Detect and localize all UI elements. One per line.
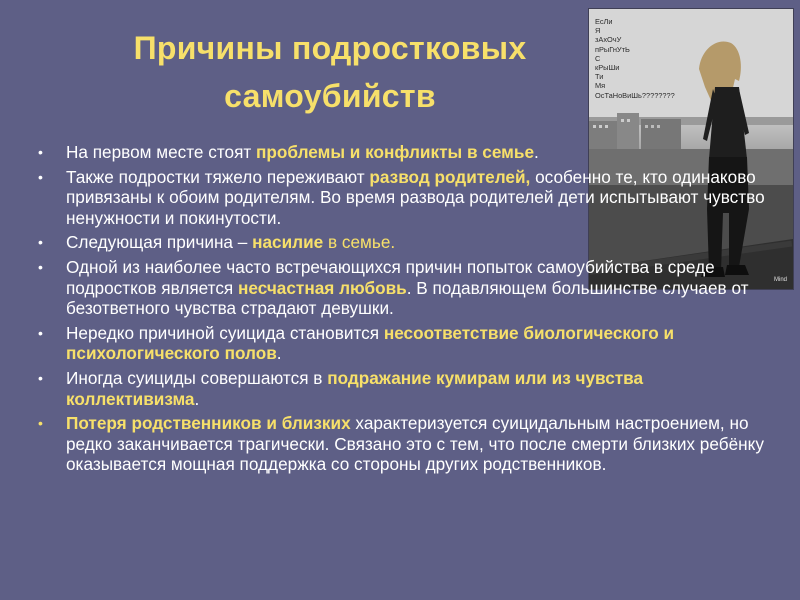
text-segment: особенно те, кто одинаково привязаны к обоим родителям. Во время развода родителей дети испытывают чувство ненужности и покинутости. (66, 166, 765, 228)
highlight-segment: Потеря родственников и близких (66, 413, 351, 434)
title-line-1: Причины подростковых (133, 30, 527, 66)
text-segment: На первом месте стоят (66, 142, 257, 162)
caption-line: Ти (595, 72, 604, 82)
text-segment: Также подростки тяжело переживают (66, 166, 370, 187)
reasons-list (22, 142, 774, 479)
text-segment: . (276, 343, 282, 364)
photo-caption (595, 17, 705, 100)
list-item (22, 323, 774, 364)
title-line-2: самоубийств (224, 78, 436, 114)
text-segment: Одной из наиболее часто встречающихся причин попыток самоубийства в среде подростков является (66, 256, 715, 298)
caption-line: ЕсЛи (595, 17, 613, 26)
list-item (22, 257, 774, 319)
highlight-segment: подражание кумирам или из чувства коллективизма (66, 367, 644, 409)
text-segment: в семье. (323, 232, 396, 253)
bullet-dot: • (38, 415, 43, 432)
list-item (22, 142, 774, 163)
caption-line: ОсТаНоВиШь???????? (595, 90, 675, 100)
slide-title (60, 24, 600, 120)
caption-line: С (595, 53, 601, 63)
highlight-segment: несчастная любовь (238, 277, 407, 298)
highlight-segment: проблемы и конфликты в семье (256, 142, 535, 162)
caption-line: Мя (595, 81, 606, 91)
text-segment: характеризуется суицидальным настроением, но редко заканчивается трагически. Связано это с тем, что после смерти близких ребёнку оказывается мощная поддержка со стороны других родственников. (66, 413, 764, 475)
photo-credit: Mind (773, 277, 787, 283)
caption-line: кРыШи (595, 63, 620, 73)
caption-line: зАхОчУ (595, 35, 622, 45)
caption-line: Я (595, 26, 601, 36)
list-item (22, 232, 774, 253)
highlight-segment: развод родителей, (369, 166, 531, 187)
bullet-dot: • (38, 324, 43, 341)
text-segment: . В подавляющем большинстве случаев от безответного чувства страдают девушки. (66, 277, 749, 319)
text-segment: . (534, 142, 539, 162)
list-item (22, 413, 774, 475)
bullet-dot: • (38, 144, 43, 160)
text-segment: . (194, 388, 200, 409)
highlight-segment: насилие (252, 232, 324, 253)
highlight-segment: несоответствие биологического и психологического полов (66, 322, 675, 364)
text-segment: Нередко причиной суицида становится (66, 322, 384, 343)
bullet-dot: • (38, 258, 43, 275)
caption-line: пРыГнУтЬ (595, 44, 630, 54)
text-segment: Иногда суициды совершаются в (66, 367, 328, 388)
bullet-dot: • (38, 369, 43, 386)
text-segment: Следующая причина – (66, 232, 253, 253)
bullet-dot: • (38, 168, 43, 185)
bullet-dot: • (38, 234, 43, 251)
list-item (22, 167, 774, 229)
list-item (22, 368, 774, 409)
